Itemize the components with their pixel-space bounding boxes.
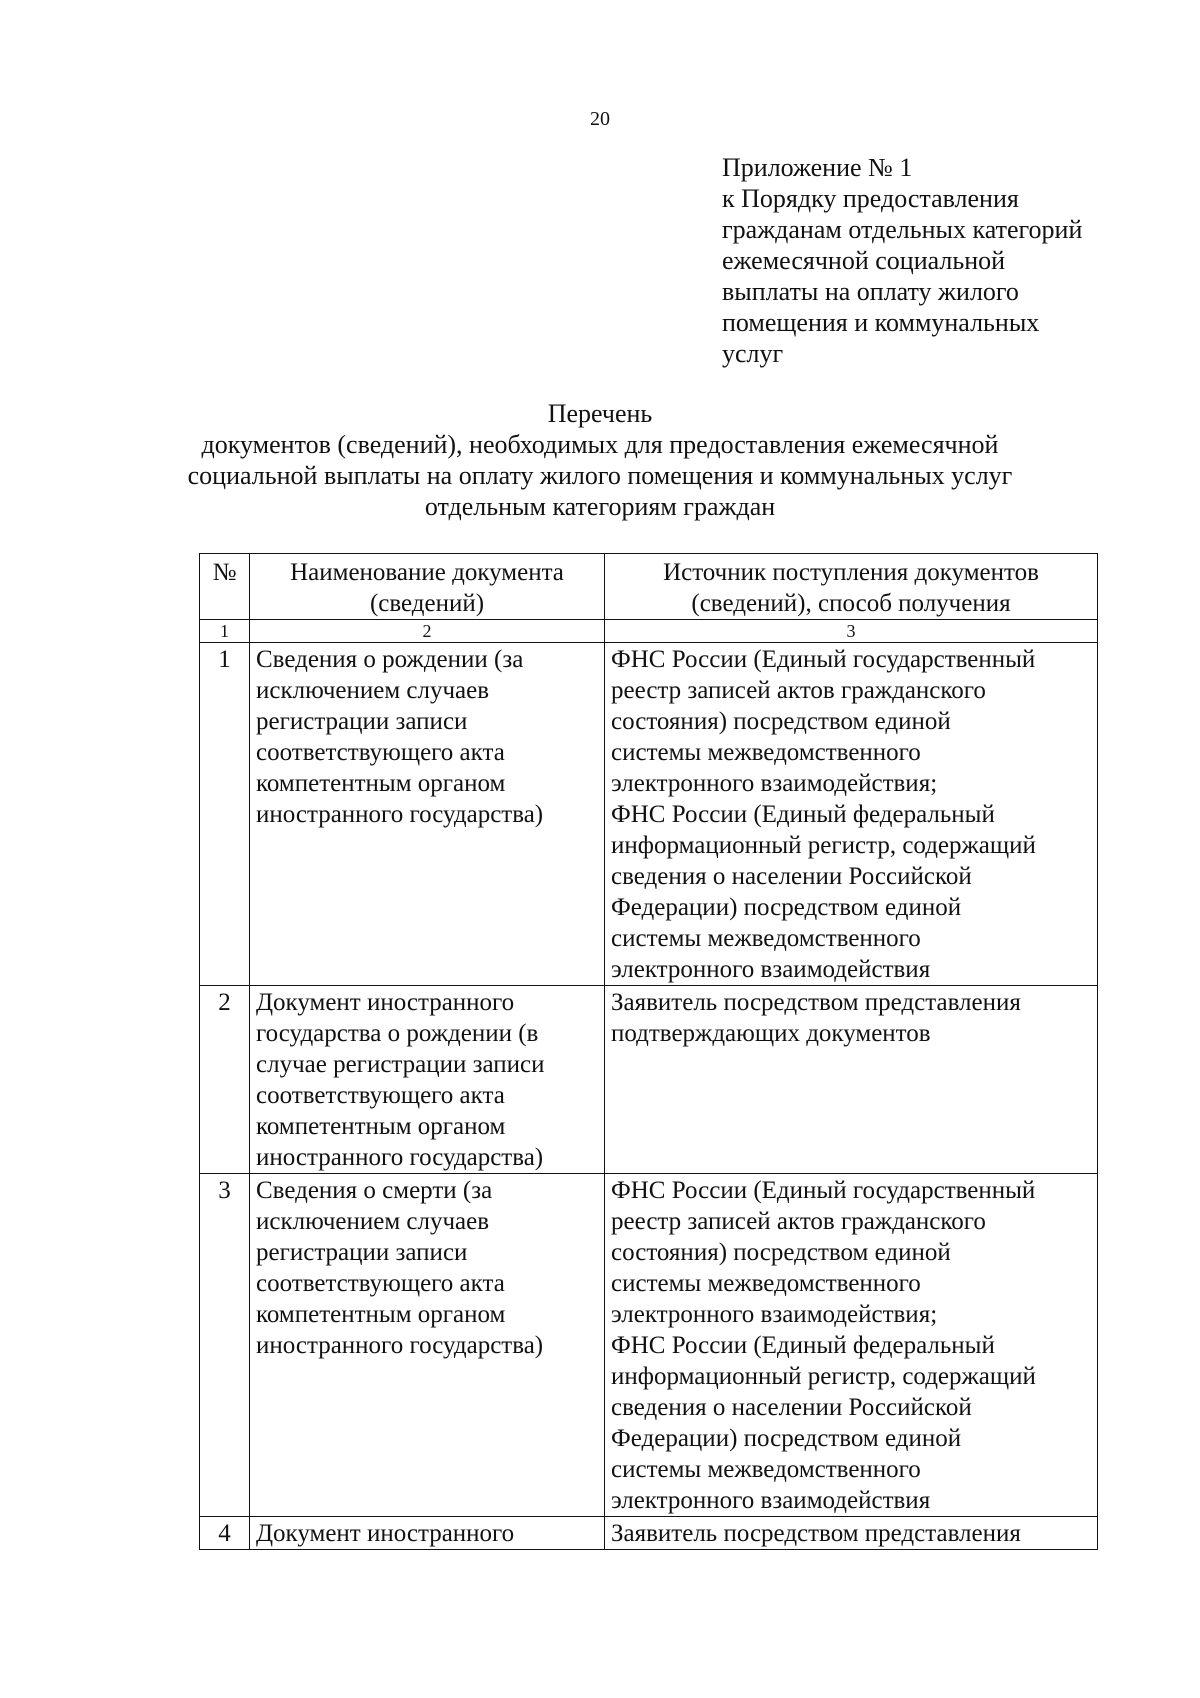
- table-row: [200, 643, 1098, 986]
- appendix-line: гражданам отдельных категорий: [722, 215, 1083, 244]
- table-row: [200, 986, 1098, 1174]
- appendix-line: выплаты на оплату жилого: [722, 277, 1019, 306]
- row-number: 4: [200, 1517, 250, 1550]
- row-document-name: Сведения о рождении (за исключением случаев регистрации записи соответствующего акта компетентным органом иностранного государства): [250, 643, 605, 986]
- row-document-name: Документ иностранного: [250, 1517, 605, 1550]
- appendix-line: к Порядку предоставления: [722, 184, 1019, 213]
- row-source: ФНС России (Единый государственный реестр записей актов гражданского состояния) посредством единой системы межведомственного электронного взаимодействия; ФНС России (Единый федеральный информационный регистр, содержащий сведения о населении Российской Федерации) посредством единой системы межведомственного электронного взаимодействия: [605, 643, 1098, 986]
- row-source: ФНС России (Единый государственный реестр записей актов гражданского состояния) посредством единой системы межведомственного электронного взаимодействия; ФНС России (Единый федеральный информационный регистр, содержащий сведения о населении Российской Федерации) посредством единой системы межведомственного электронного взаимодействия: [605, 1174, 1098, 1517]
- column-number: 1: [200, 620, 250, 643]
- header-number: №: [200, 554, 250, 620]
- appendix-header: [722, 152, 1162, 369]
- row-document-name: Документ иностранного государства о рождении (в случае регистрации записи соответствующего акта компетентным органом иностранного государства): [250, 986, 605, 1174]
- page-number: 20: [590, 108, 610, 130]
- row-number: 1: [200, 643, 250, 986]
- appendix-line: услуг: [722, 339, 784, 368]
- table-row: [200, 1517, 1098, 1550]
- row-number: 3: [200, 1174, 250, 1517]
- title-line: Перечень: [547, 399, 653, 428]
- title-line: социальной выплаты на оплату жилого помещения и коммунальных услуг: [187, 461, 1013, 490]
- title-line: отдельным категориям граждан: [424, 492, 776, 521]
- row-source: Заявитель посредством представления: [605, 1517, 1098, 1550]
- column-number-row: [200, 620, 1098, 643]
- row-source: Заявитель посредством представления подтверждающих документов: [605, 986, 1098, 1174]
- documents-table: [199, 553, 1098, 1550]
- table-row: [200, 1174, 1098, 1517]
- document-title: [0, 398, 1200, 522]
- column-number: 2: [250, 620, 605, 643]
- column-number: 3: [605, 620, 1098, 643]
- row-number: 2: [200, 986, 250, 1174]
- row-document-name: Сведения о смерти (за исключением случаев регистрации записи соответствующего акта компетентным органом иностранного государства): [250, 1174, 605, 1517]
- appendix-line: ежемесячной социальной: [722, 246, 1006, 275]
- appendix-line: Приложение № 1: [722, 153, 913, 182]
- title-line: документов (сведений), необходимых для предоставления ежемесячной: [201, 430, 999, 459]
- header-document-name: Наименование документа (сведений): [250, 554, 605, 620]
- appendix-line: помещения и коммунальных: [722, 308, 1040, 337]
- table-header-row: [200, 554, 1098, 620]
- header-source: Источник поступления документов (сведений), способ получения: [605, 554, 1098, 620]
